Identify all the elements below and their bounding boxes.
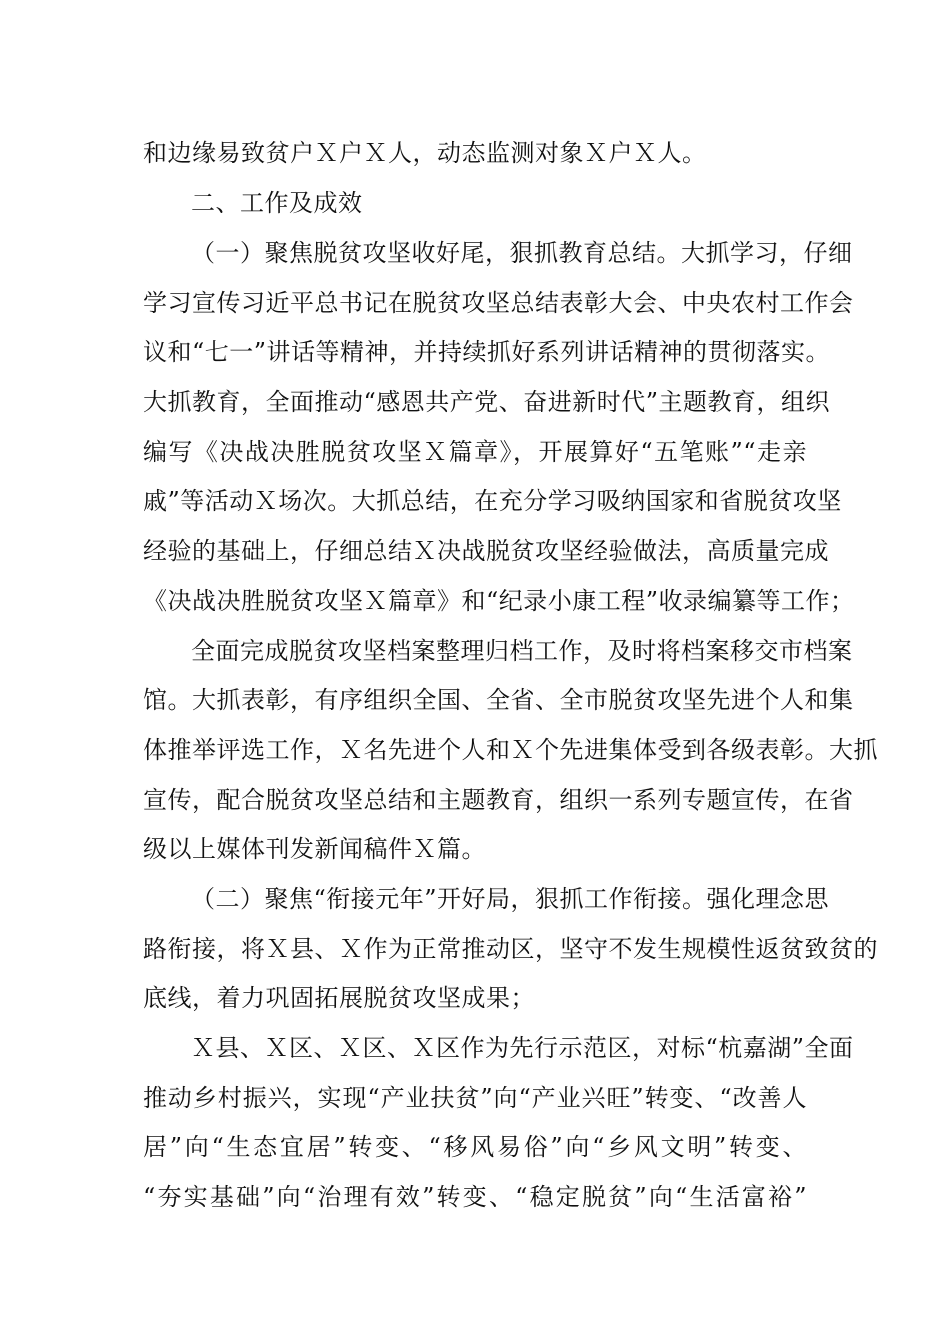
text-line: Ｘ县、Ｘ区、Ｘ区、Ｘ区作为先行示范区，对标“杭嘉湖”全面 bbox=[191, 1034, 854, 1062]
text-line: 推动乡村振兴，实现“产业扶贫”向“产业兴旺”转变、“改善人 bbox=[143, 1084, 807, 1112]
text-line: 路衔接，将Ｘ县、Ｘ作为正常推动区，坚守不发生规模性返贫致贫的 bbox=[143, 935, 878, 963]
section-heading: 二、工作及成效 bbox=[191, 189, 363, 217]
text-line: 级以上媒体刊发新闻稿件Ｘ篇。 bbox=[143, 835, 486, 863]
text-line: （一）聚焦脱贫攻坚收好尾，狠抓教育总结。大抓学习，仔细 bbox=[191, 239, 853, 267]
text-line: 宣传，配合脱贫攻坚总结和主题教育，组织一系列专题宣传，在省 bbox=[143, 786, 854, 814]
text-line: “夯实基础”向“治理有效”转变、“稳定脱贫”向“生活富裕” bbox=[143, 1183, 807, 1211]
text-line: 编写《决战决胜脱贫攻坚Ｘ篇章》，开展算好“五笔账”“走亲 bbox=[143, 438, 807, 466]
text-line: （二）聚焦“衔接元年”开好局，狠抓工作衔接。强化理念思 bbox=[191, 885, 830, 913]
text-line: 居”向“生态宜居”转变、“移风易俗”向“乡风文明”转变、 bbox=[143, 1133, 807, 1161]
text-line: 议和“七一”讲话等精神，并持续抓好系列讲话精神的贯彻落实。 bbox=[143, 338, 831, 366]
text-line: 底线，着力巩固拓展脱贫攻坚成果； bbox=[143, 984, 535, 1012]
text-line: 馆。大抓表彰，有序组织全国、全省、全市脱贫攻坚先进个人和集 bbox=[143, 686, 854, 714]
text-line: 大抓教育，全面推动“感恩共产党、奋进新时代”主题教育，组织 bbox=[143, 388, 831, 416]
text-line: 《决战决胜脱贫攻坚Ｘ篇章》和“纪录小康工程”收录编纂等工作； bbox=[143, 587, 855, 615]
text-line: 戚”等活动Ｘ场次。大抓总结，在充分学习吸纳国家和省脱贫攻坚 bbox=[143, 487, 842, 515]
text-line: 和边缘易致贫户Ｘ户Ｘ人，动态监测对象Ｘ户Ｘ人。 bbox=[143, 139, 707, 167]
text-line: 全面完成脱贫攻坚档案整理归档工作，及时将档案移交市档案 bbox=[191, 637, 853, 665]
text-line: 体推举评选工作，Ｘ名先进个人和Ｘ个先进集体受到各级表彰。大抓 bbox=[143, 736, 878, 764]
text-line: 经验的基础上，仔细总结Ｘ决战脱贫攻坚经验做法，高质量完成 bbox=[143, 537, 829, 565]
text-line: 学习宣传习近平总书记在脱贫攻坚总结表彰大会、中央农村工作会 bbox=[143, 289, 854, 317]
